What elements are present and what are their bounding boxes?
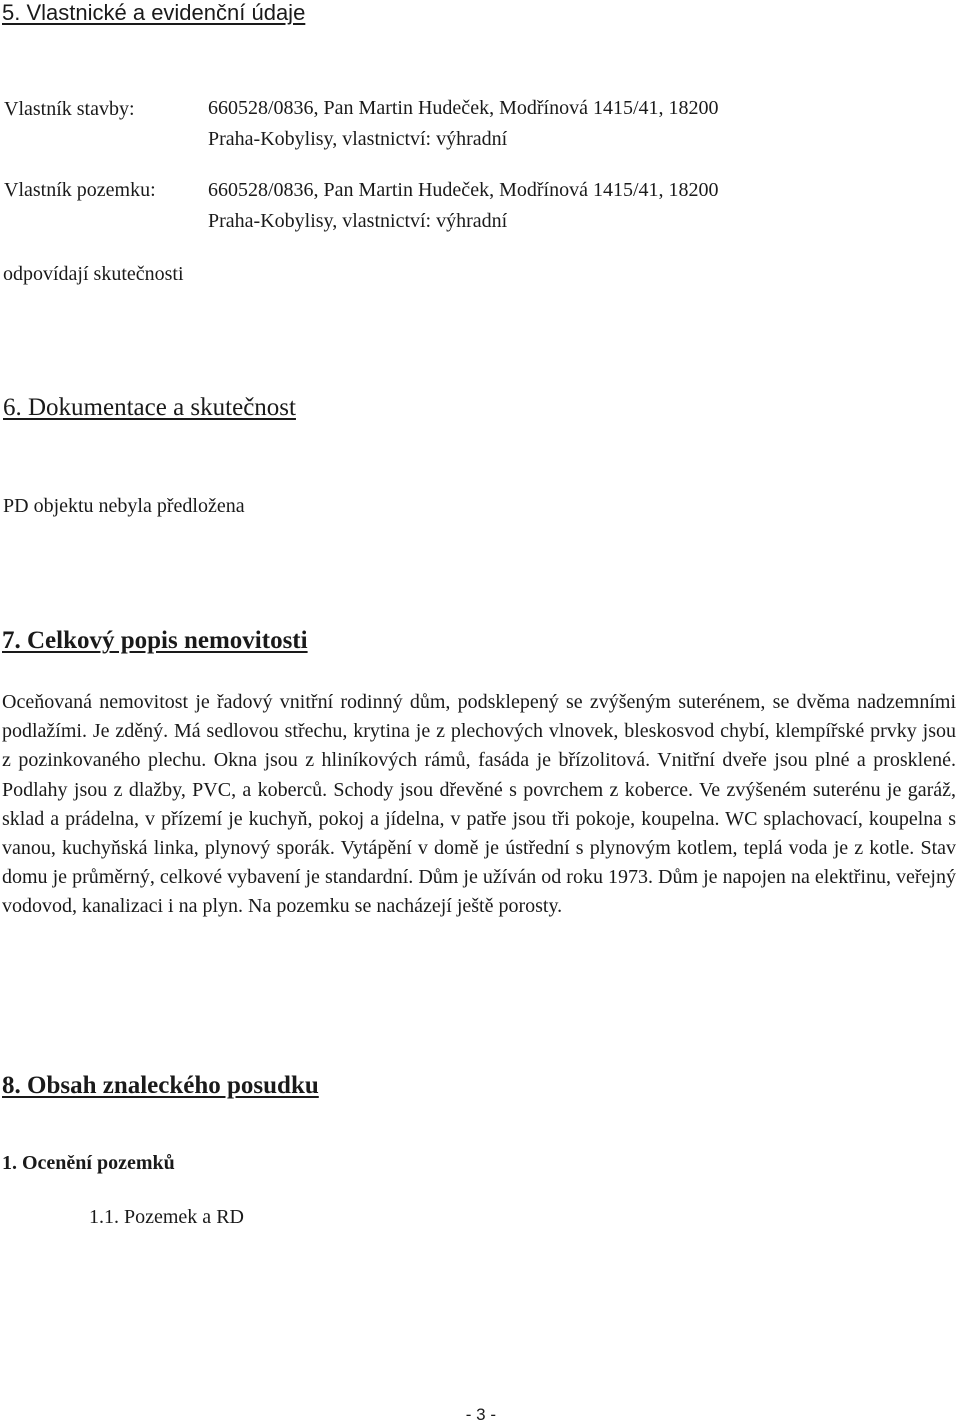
owner-land-value [208,175,719,237]
section8-heading: 8. Obsah znaleckého posudku [2,1072,319,1099]
section7-paragraph: Oceňovaná nemovitost je řadový vnitřní rodinný dům, podsklepený se zvýšeným suterénem, se dvěma nadzemními podlažími. Je zděný. Má sedlovou střechu, krytina je z plechových vlnovek, bleskosvod chybí, klempířské prvky jsou z pozinkovaného plechu. Okna jsou z hliníkových rámů, fasáda je břízolitová. Vnitřní dveře jsou plné a prosklené. Podlahy jsou z dlažby, PVC, a koberců. Schody jsou dřevěné s povrchem z koberce. Ve zvýšeném suterénu je garáž, sklad a prádelna, v přízemí je kuchyň, pokoj a jídelna, v patře jsou tři pokoje, koupelna. WC splachovací, koupelna s vanou, kuchyňská linka, plynový sporák. Vytápění v domě je ústřední s plynovým kotlem, teplá voda je z kotle. Stav domu je průměrný, celkové vybavení je standardní. Dům je užíván od roku 1973. Dům je napojen na elektřinu, veřejný vodovod, kanalizaci i na plyn. Na pozemku se nacházejí ještě porosty. [2,691,956,918]
owner-land-line1: 660528/0836, Pan Martin Hudeček, Modřínová 1415/41, 18200 [208,179,719,201]
section6-text: PD objektu nebyla předložena [3,495,245,517]
owner-land-line2: Praha-Kobylisy, vlastnictví: výhradní [208,210,508,232]
page-number-text: - 3 - [465,1405,496,1424]
records-note: odpovídají skutečnosti [3,263,184,285]
section5-heading: 5. Vlastnické a evidenční údaje [2,0,306,25]
page-number [0,1404,960,1426]
subsection-heading: 1. Ocenění pozemků [2,1152,175,1174]
owner-building-value [208,93,719,155]
owner-building-line2: Praha-Kobylisy, vlastnictví: výhradní [208,128,508,150]
section6-heading: 6. Dokumentace a skutečnost [3,394,296,421]
owner-building-label: Vlastník stavby: [4,98,135,120]
owner-building-line1: 660528/0836, Pan Martin Hudeček, Modřínová 1415/41, 18200 [208,97,719,119]
owner-land-label: Vlastník pozemku: [4,179,156,201]
subsection-item: 1.1. Pozemek a RD [89,1206,244,1228]
section7-heading: 7. Celkový popis nemovitosti [2,627,308,654]
